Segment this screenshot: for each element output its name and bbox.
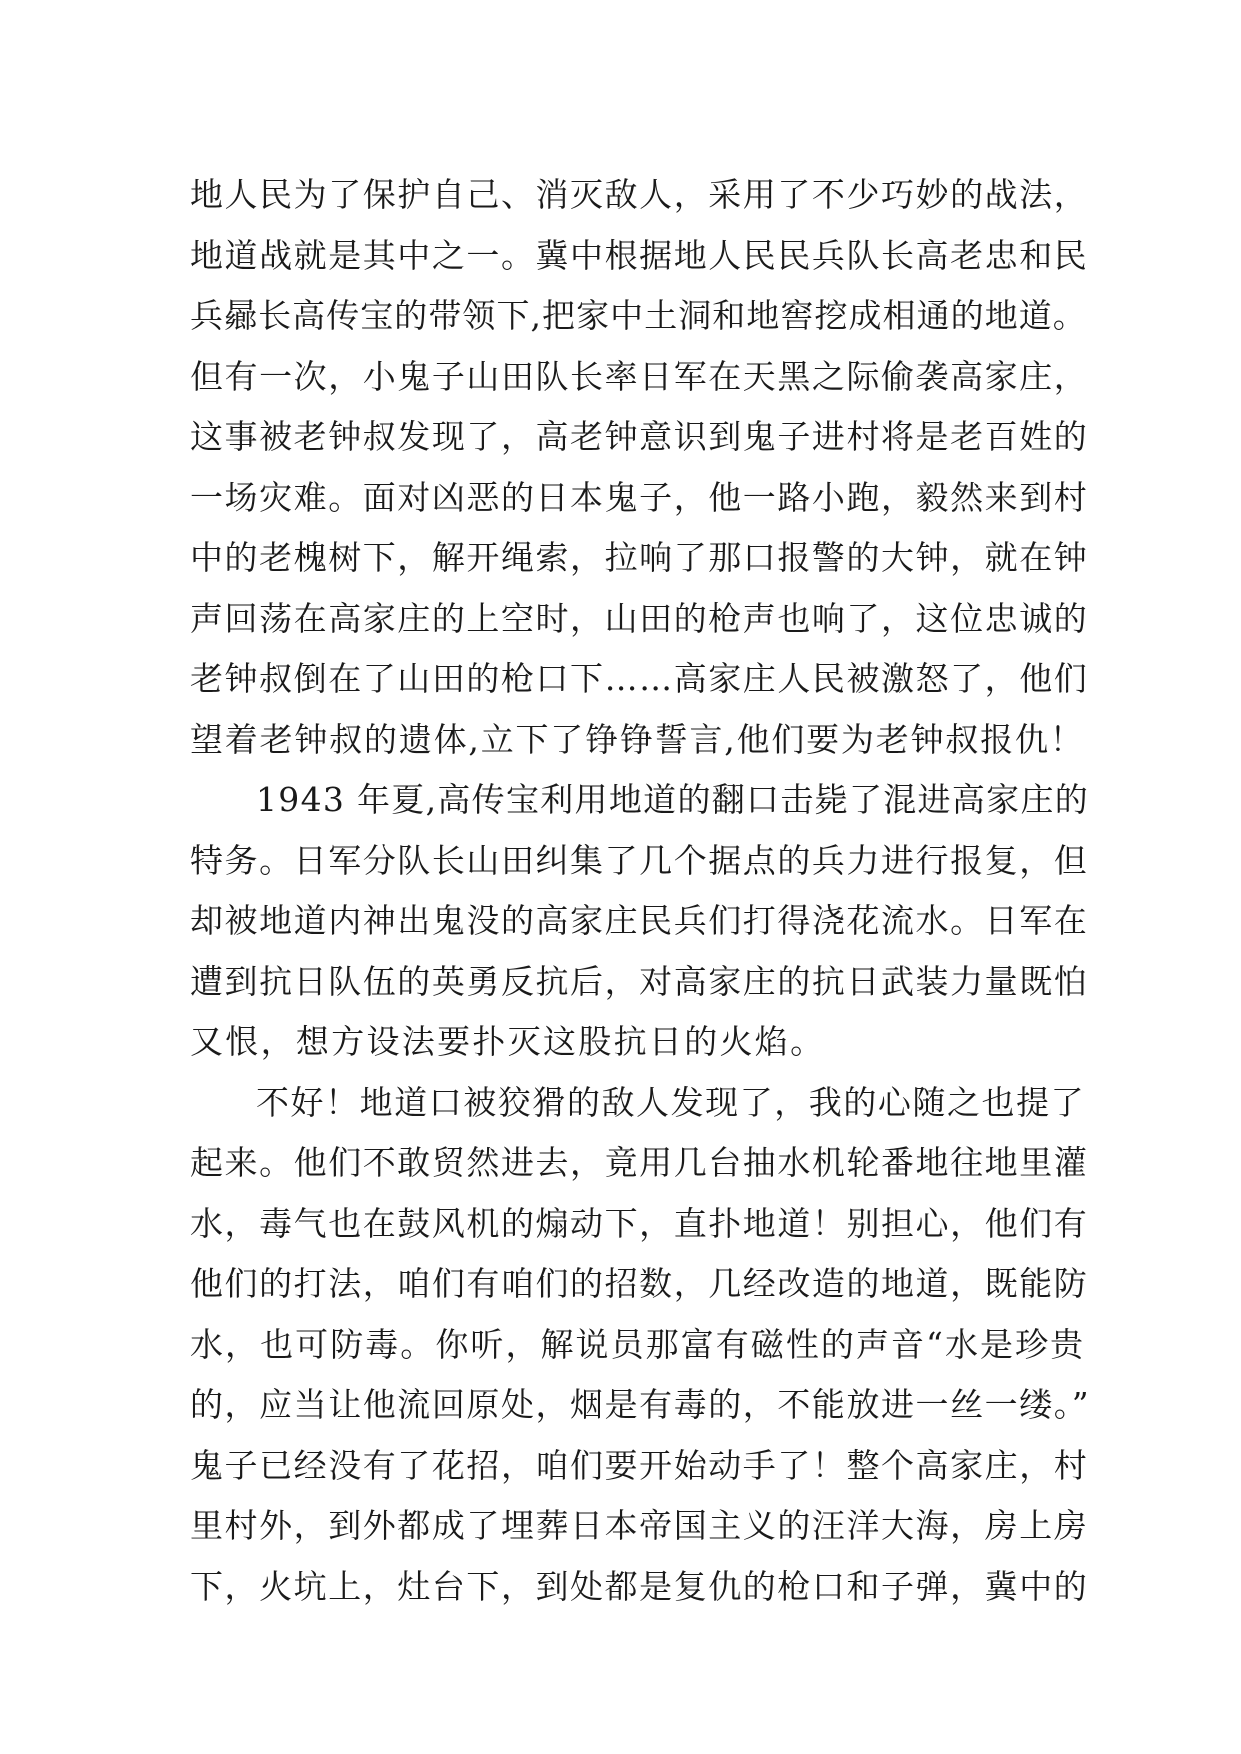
text-line: 老钟叔倒在了山田的枪口下……高家庄人民被激怒了，他们 (190, 659, 1089, 698)
text-line: 1943 年夏,高传宝利用地道的翻口击毙了混进高家庄的 (256, 780, 1090, 819)
text-line: 不好！地道口被狡猾的敌人发现了，我的心随之也提了 (256, 1082, 1086, 1122)
text-line: 特务。日军分队长山田纠集了几个据点的兵力进行报复，但 (190, 840, 1089, 880)
text-line: 地道战就是其中之一。冀中根据地人民民兵队长高老忠和民 (190, 235, 1089, 275)
text-line: 下，火坑上，灶台下，到处都是复仇的枪口和子弹，冀中的 (190, 1566, 1089, 1606)
body-text (190, 165, 1090, 1617)
text-line: 鬼子已经没有了花招，咱们要开始动手了！整个高家庄，村 (190, 1445, 1089, 1485)
text-line: 地人民为了保护自己、消灭敌人，采用了不少巧妙的战法， (190, 175, 1089, 214)
text-line: 里村外，到外都成了埋葬日本帝国主义的汪洋大海，房上房 (190, 1506, 1089, 1545)
text-line: 却被地道内神出鬼没的高家庄民兵们打得浇花流水。日军在 (190, 901, 1089, 940)
text-line: 水，也可防毒。你听，解说员那富有磁性的声音“水是珍贵 (190, 1324, 1086, 1364)
text-line: 又恨，想方设法要扑灭这股抗日的火焰。 (190, 1022, 826, 1061)
text-line: 声回荡在高家庄的上空时，山田的枪声也响了，这位忠诚的 (190, 598, 1089, 638)
text-line: 望着老钟叔的遗体,立下了铮铮誓言,他们要为老钟叔报仇！ (190, 719, 1085, 759)
text-line: 但有一次，小鬼子山田队长率日军在天黑之际偷袭高家庄， (190, 356, 1089, 396)
text-line: 他们的打法，咱们有咱们的招数，几经改造的地道，既能防 (190, 1264, 1089, 1303)
text-line: 的，应当让他流回原处，烟是有毒的，不能放进一丝一缕。” (190, 1385, 1091, 1424)
text-line: 这事被老钟叔发现了，高老钟意识到鬼子进村将是老百姓的 (190, 417, 1089, 456)
text-line: 兵曏长高传宝的带领下,把家中土洞和地窖挖成相通的地道。 (190, 296, 1087, 335)
text-line: 水，毒气也在鼓风机的煽动下，直扑地道！别担心，他们有 (190, 1203, 1089, 1243)
text-line: 一场灾难。面对凶恶的日本鬼子，他一路小跑，毅然来到村 (190, 477, 1089, 517)
text-line: 起来。他们不敢贸然进去，竟用几台抽水机轮番地往地里灌 (190, 1143, 1089, 1182)
text-line: 遭到抗日队伍的英勇反抗后，对高家庄的抗日武装力量既怕 (190, 961, 1089, 1001)
text-line: 中的老槐树下，解开绳索，拉响了那口报警的大钟，就在钟 (190, 538, 1089, 577)
